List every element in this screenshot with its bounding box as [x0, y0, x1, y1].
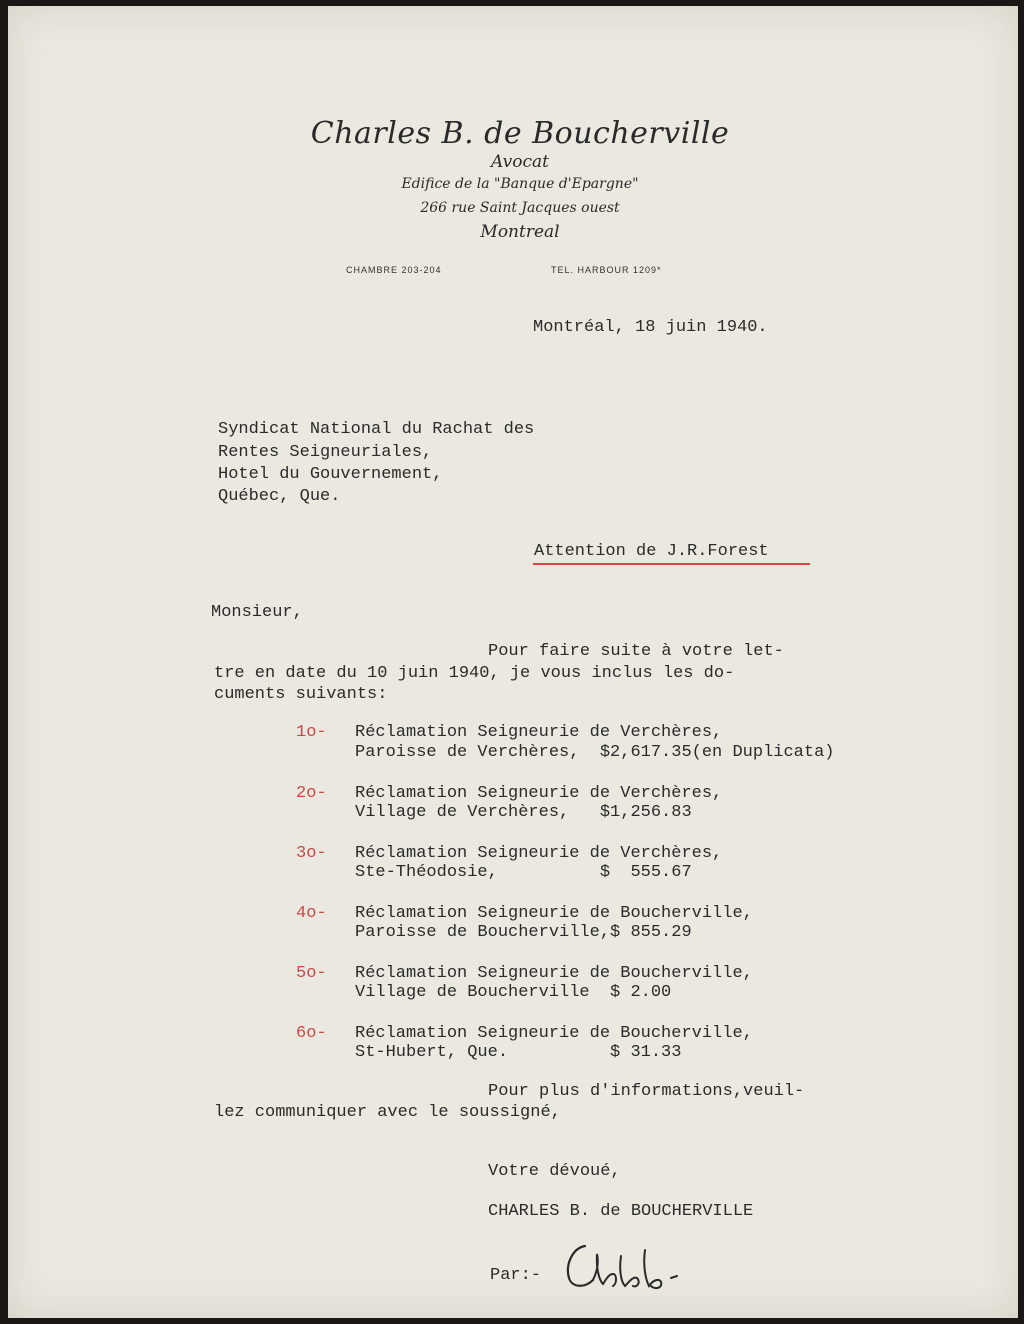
item-line-1: Réclamation Seigneurie de Boucherville,	[355, 1024, 753, 1043]
item-line-1: Réclamation Seigneurie de Boucherville,	[355, 904, 753, 923]
recipient-line: Rentes Seigneuriales,	[218, 443, 433, 462]
item-number: 1o-	[296, 723, 327, 742]
letterhead-address-2: 266 rue Saint Jacques ouest	[420, 200, 620, 216]
closing-line: Pour plus d'informations,veuil-	[488, 1082, 805, 1101]
par-label: Par:-	[490, 1266, 542, 1285]
letterhead-chamber: CHAMBRE 203-204	[346, 265, 442, 275]
letterhead-phone: TEL. HARBOUR 1209*	[551, 265, 662, 275]
item-line-2: Village de Boucherville $ 2.00	[355, 983, 672, 1002]
recipient-line: Québec, Que.	[218, 487, 341, 506]
intro-line: tre en date du 10 juin 1940, je vous inclus les do-	[214, 664, 735, 683]
salutation: Monsieur,	[211, 603, 303, 622]
item-number: 4o-	[296, 904, 327, 923]
letterhead-role: Avocat	[491, 152, 549, 172]
letter-date: Montréal, 18 juin 1940.	[533, 318, 768, 337]
recipient-line: Hotel du Gouvernement,	[218, 465, 443, 484]
item-number: 2o-	[296, 784, 327, 803]
attention-underline	[533, 563, 810, 565]
letterhead-address-1: Edifice de la "Banque d'Epargne"	[401, 176, 639, 192]
item-line-1: Réclamation Seigneurie de Verchères,	[355, 784, 723, 803]
closing-line: lez communiquer avec le soussigné,	[214, 1103, 561, 1122]
item-line-2: Paroisse de Boucherville,$ 855.29	[355, 923, 692, 942]
letterhead-name: Charles B. de Boucherville	[310, 116, 730, 151]
item-line-1: Réclamation Seigneurie de Verchères,	[355, 723, 723, 742]
letterhead-city: Montreal	[480, 222, 560, 242]
item-line-1: Réclamation Seigneurie de Verchères,	[355, 844, 723, 863]
intro-line: cuments suivants:	[214, 685, 388, 704]
item-line-2: Ste-Théodosie, $ 555.67	[355, 863, 692, 882]
item-line-1: Réclamation Seigneurie de Boucherville,	[355, 964, 753, 983]
signoff: Votre dévoué,	[488, 1162, 621, 1181]
handwritten-signature	[563, 1234, 688, 1296]
item-line-2: Paroisse de Verchères, $2,617.35(en Duplicata)	[355, 743, 835, 762]
item-line-2: Village de Verchères, $1,256.83	[355, 803, 692, 822]
letter-page	[8, 6, 1018, 1318]
intro-line: Pour faire suite à votre let-	[488, 642, 784, 661]
attention-line: Attention de J.R.Forest	[534, 542, 769, 561]
item-line-2: St-Hubert, Que. $ 31.33	[355, 1043, 682, 1062]
item-number: 6o-	[296, 1024, 327, 1043]
item-number: 3o-	[296, 844, 327, 863]
signer-name: CHARLES B. de BOUCHERVILLE	[488, 1202, 754, 1221]
recipient-line: Syndicat National du Rachat des	[218, 420, 535, 439]
item-number: 5o-	[296, 964, 327, 983]
